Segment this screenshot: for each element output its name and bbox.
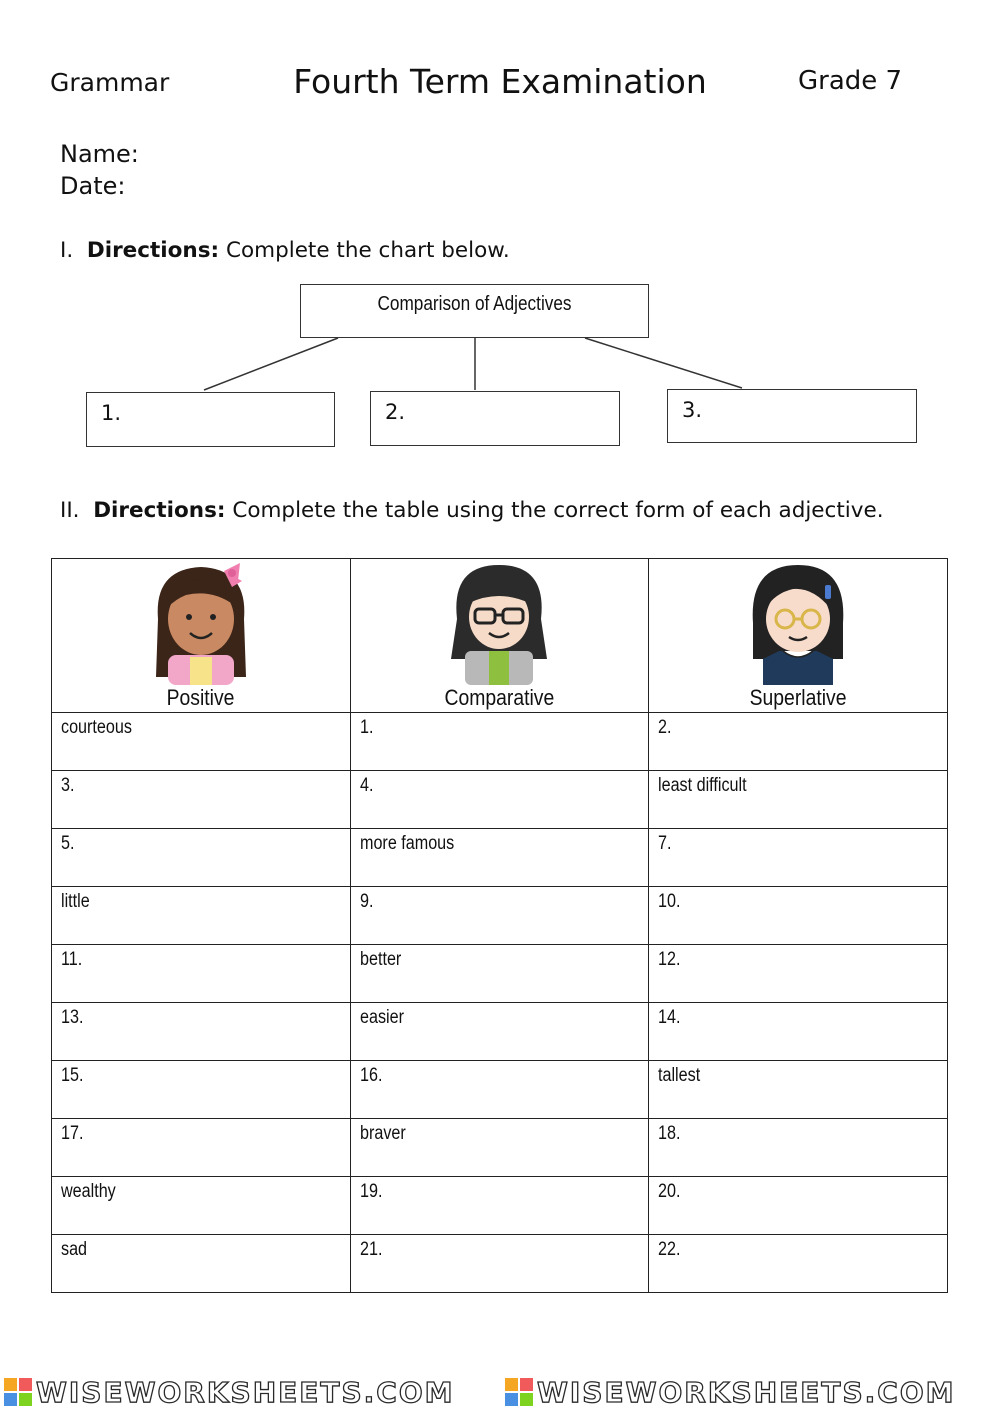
- cell-comparative[interactable]: [350, 829, 649, 887]
- chart-box-2-label: 2.: [385, 400, 406, 424]
- section2-directions: [60, 498, 884, 523]
- header-positive: [52, 559, 351, 713]
- cell-text: 1.: [359, 717, 374, 738]
- cell-text: 9.: [359, 891, 374, 912]
- footer-watermark: [0, 1370, 1000, 1410]
- girl-comparative-icon: [443, 559, 555, 685]
- cell-positive[interactable]: [52, 945, 351, 1003]
- watermark-logo-icon-2: [505, 1378, 533, 1406]
- table-row: [52, 829, 948, 887]
- adjective-table: [51, 558, 948, 1293]
- cell-comparative[interactable]: [350, 771, 649, 829]
- table-row: [52, 771, 948, 829]
- watermark-text-1: WISEWORKSHEETS.COM: [36, 1376, 455, 1409]
- cell-positive[interactable]: [52, 713, 351, 771]
- cell-comparative[interactable]: [350, 1061, 649, 1119]
- cell-positive[interactable]: [52, 1003, 351, 1061]
- cell-text: 5.: [61, 833, 75, 854]
- cell-text: wealthy: [61, 1181, 116, 1202]
- cell-superlative[interactable]: [649, 887, 948, 945]
- subject-label: Grammar: [50, 68, 170, 97]
- cell-superlative[interactable]: [649, 829, 948, 887]
- chart-box-1-label: 1.: [101, 401, 122, 425]
- watermark-logo-icon: [4, 1378, 32, 1406]
- cell-text: 22.: [658, 1239, 681, 1260]
- date-field-label: Date:: [60, 172, 126, 200]
- cell-text: little: [61, 891, 90, 912]
- cell-comparative[interactable]: [350, 1119, 649, 1177]
- table-header-row: [52, 559, 948, 713]
- cell-comparative[interactable]: [350, 887, 649, 945]
- page-title: Fourth Term Examination: [293, 62, 707, 101]
- section1-number: I.: [60, 238, 74, 263]
- chart-title-box: [300, 284, 649, 338]
- chart-box-2[interactable]: [370, 391, 620, 446]
- cell-superlative[interactable]: [649, 1061, 948, 1119]
- table-row: [52, 945, 948, 1003]
- chart-box-1[interactable]: [86, 392, 335, 447]
- cell-comparative[interactable]: [350, 713, 649, 771]
- cell-positive[interactable]: [52, 1061, 351, 1119]
- cell-text: 13.: [61, 1007, 84, 1028]
- girl-superlative-icon: [743, 559, 853, 685]
- cell-positive[interactable]: [52, 1235, 351, 1293]
- table-row: [52, 1061, 948, 1119]
- grade-label: Grade 7: [798, 66, 903, 96]
- cell-text: tallest: [658, 1065, 701, 1086]
- cell-comparative[interactable]: [350, 1177, 649, 1235]
- cell-superlative[interactable]: [649, 1177, 948, 1235]
- section2-number: II.: [60, 498, 80, 523]
- chart-box-3[interactable]: [667, 389, 917, 443]
- table-row: [52, 887, 948, 945]
- chart-box-3-label: 3.: [682, 398, 703, 422]
- table-row: [52, 1177, 948, 1235]
- section1-directions-label: Directions:: [86, 238, 220, 263]
- header-superlative: [649, 559, 948, 713]
- section1-directions-text: Complete the chart below.: [225, 238, 510, 263]
- cell-comparative[interactable]: [350, 1003, 649, 1061]
- cell-positive[interactable]: [52, 829, 351, 887]
- cell-text: 7.: [658, 833, 672, 854]
- header-comparative: [350, 559, 649, 713]
- cell-text: 20.: [658, 1181, 681, 1202]
- table-row: [52, 1119, 948, 1177]
- cell-text: 18.: [658, 1123, 681, 1144]
- cell-text: 16.: [359, 1065, 383, 1086]
- header-superlative-label: Superlative: [749, 685, 847, 710]
- cell-text: 2.: [658, 717, 672, 738]
- cell-superlative[interactable]: [649, 713, 948, 771]
- cell-text: 17.: [61, 1123, 84, 1144]
- cell-positive[interactable]: [52, 1177, 351, 1235]
- chart-title: Comparison of Adjectives: [377, 293, 572, 315]
- cell-text: 14.: [658, 1007, 681, 1028]
- cell-text: 21.: [359, 1239, 383, 1260]
- cell-text: more famous: [359, 833, 454, 854]
- cell-text: 15.: [61, 1065, 84, 1086]
- table-row: [52, 713, 948, 771]
- cell-text: courteous: [61, 717, 132, 738]
- cell-positive[interactable]: [52, 771, 351, 829]
- cell-superlative[interactable]: [649, 1119, 948, 1177]
- header-positive-label: Positive: [166, 685, 235, 710]
- name-field-label: Name:: [60, 140, 139, 168]
- cell-text: easier: [359, 1007, 404, 1028]
- cell-superlative[interactable]: [649, 945, 948, 1003]
- watermark-text-2: WISEWORKSHEETS.COM: [537, 1376, 956, 1409]
- cell-text: least difficult: [658, 775, 747, 796]
- header-comparative-label: Comparative: [444, 685, 555, 710]
- cell-text: 11.: [61, 949, 83, 970]
- section2-directions-text: Complete the table using the correct form of each adjective.: [232, 498, 884, 523]
- cell-text: better: [359, 949, 401, 970]
- cell-text: braver: [359, 1123, 406, 1144]
- cell-text: 19.: [359, 1181, 383, 1202]
- cell-positive[interactable]: [52, 887, 351, 945]
- table-row: [52, 1003, 948, 1061]
- cell-comparative[interactable]: [350, 945, 649, 1003]
- cell-superlative[interactable]: [649, 771, 948, 829]
- cell-text: sad: [61, 1239, 88, 1260]
- cell-text: 10.: [658, 891, 681, 912]
- girl-positive-icon: [146, 559, 256, 685]
- section2-directions-label: Directions:: [93, 498, 226, 523]
- cell-superlative[interactable]: [649, 1235, 948, 1293]
- cell-text: 3.: [61, 775, 75, 796]
- cell-text: 12.: [658, 949, 681, 970]
- cell-text: 4.: [359, 775, 374, 796]
- cell-superlative[interactable]: [649, 1003, 948, 1061]
- table-row: [52, 1235, 948, 1293]
- cell-comparative[interactable]: [350, 1235, 649, 1293]
- cell-positive[interactable]: [52, 1119, 351, 1177]
